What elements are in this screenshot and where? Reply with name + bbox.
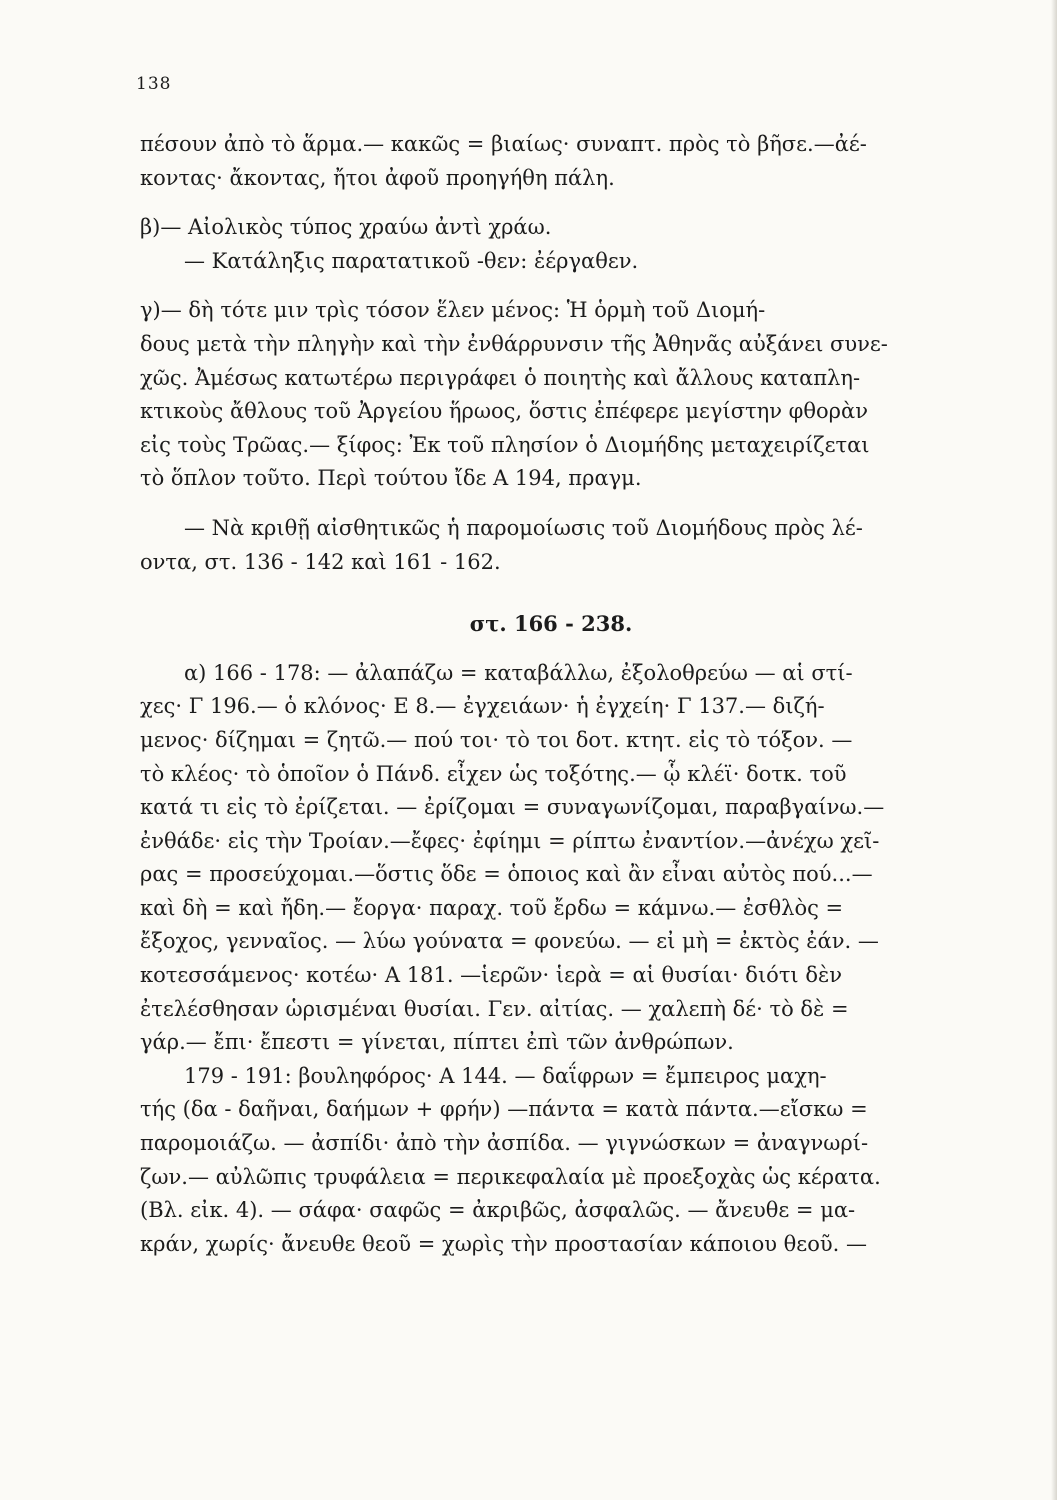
line-gap — [140, 496, 962, 512]
page-edge-shadow — [1051, 0, 1057, 1500]
line-gap — [140, 641, 962, 657]
text-line: γάρ.— ἔπι· ἔπεστι = γίνεται, πίπτει ἐπὶ τῶν ἀνθρώπων. — [140, 1030, 734, 1055]
text-line: γ)— δὴ τότε μιν τρὶς τόσον ἕλεν μένος: Ἡ ὁρμὴ τοῦ Διομή- — [140, 298, 766, 323]
line-gap — [140, 195, 962, 211]
text-line: παρομοιάζω. — ἀσπίδι· ἀπὸ τὴν ἀσπίδα. — γιγνώσκων = ἀναγνωρί- — [140, 1131, 869, 1156]
text-line: κτικοὺς ἄθλους τοῦ Ἀργείου ἥρωος, ὅστις ἐπέφερε μεγίστην φθορὰν — [140, 399, 868, 424]
text-line: οντα, στ. 136 - 142 καὶ 161 - 162. — [140, 549, 501, 574]
text-line: ζων.— αὐλῶπις τρυφάλεια = περικεφαλαία μὲ προεξοχὰς ὡς κέρατα. — [140, 1164, 881, 1189]
text-line: κοντας· ἄκοντας, ἤτοι ἀφοῦ προηγήθη πάλη. — [140, 165, 615, 190]
text-line: πέσουν ἀπὸ τὸ ἅρμα.— κακῶς = βιαίως· συναπτ. πρὸς τὸ βῆσε.—ἀέ- — [140, 132, 867, 156]
text-line: κατά τι εἰς τὸ ἐρίζεται. — ἐρίζομαι = συναγωνίζομαι, παραβγαίνω.— — [140, 795, 885, 820]
text-line: μενος· δίζημαι = ζητῶ.— πού τοι· τὸ τοι δοτ. κτητ. εἰς τὸ τόξον. — — [140, 727, 853, 752]
text-line: καὶ δὴ = καὶ ἤδη.— ἔοργα· παραχ. τοῦ ἔρδω = κάμνω.— ἐσθλὸς = — [140, 895, 844, 920]
text-line: τής (δα - δαῆναι, δαήμων + φρήν) —πάντα = κατὰ πάντα.—εἴσκω = — [140, 1097, 868, 1122]
text-line: τὸ κλέος· τὸ ὁποῖον ὁ Πάνδ. εἶχεν ὡς τοξότης.— ᾧ κλέϊ· δοτκ. τοῦ — [140, 761, 847, 786]
text-line: ἔξοχος, γενναῖος. — λύω γούνατα = φονεύω. — εἰ μὴ = ἐκτὸς ἐάν. — — [140, 929, 879, 954]
text-line: τὸ ὅπλον τοῦτο. Περὶ τούτου ἴδε Α 194, πραγμ. — [140, 466, 642, 491]
text-line: δους μετὰ τὴν πληγὴν καὶ τὴν ἐνθάρρυνσιν τῆς Ἀθηνᾶς αὐξάνει συνε- — [140, 331, 888, 356]
section-heading: στ. 166 - 238. — [469, 611, 633, 637]
text-line: α) 166 - 178: — ἀλαπάζω = καταβάλλω, ἐξολοθρεύω — αἱ στί- — [184, 660, 853, 685]
text-line: — Νὰ κριθῇ αἰσθητικῶς ἡ παρομοίωσις τοῦ Διομήδους πρὸς λέ- — [184, 515, 863, 540]
text-line: — Κατάληξις παρατατικοῦ -θεν: ἐέργαθεν. — [184, 248, 639, 273]
text-line: χες· Γ 196.— ὁ κλόνος· Ε 8.— ἐγχειάων· ἡ ἐγχείη· Γ 137.— διζή- — [140, 694, 825, 719]
text-line: κράν, χωρίς· ἄνευθε θεοῦ = χωρὶς τὴν προστασίαν κάποιου θεοῦ. — — [140, 1231, 867, 1256]
text-line: (Βλ. εἰκ. 4). — σάφα· σαφῶς = ἀκριβῶς, ἀσφαλῶς. — ἄνευθε = μα- — [140, 1198, 856, 1223]
text-line: χῶς. Ἀμέσως κατωτέρω περιγράφει ὁ ποιητὴς καὶ ἄλλους καταπλη- — [140, 365, 861, 390]
text-line: 179 - 191: βουληφόρος· Α 144. — δαΐφρων = ἔμπειρος μαχη- — [184, 1063, 827, 1088]
text-line: κοτεσσάμενος· κοτέω· Α 181. —ἱερῶν· ἱερὰ = αἱ θυσίαι· διότι δὲν — [140, 963, 843, 988]
text-line: ἐνθάδε· εἰς τὴν Τροίαν.—ἔφες· ἐφίημι = ρίπτω ἐναντίον.—ἀνέχω χεῖ- — [140, 828, 880, 853]
text-line: εἰς τοὺς Τρῶας.— ξίφος: Ἐκ τοῦ πλησίον ὁ Διομήδης μεταχειρίζεται — [140, 432, 870, 457]
line-gap — [140, 579, 962, 607]
page-number: 138 — [136, 74, 172, 94]
line-gap — [140, 278, 962, 294]
text-line: β)— Αἰολικὸς τύπος χραύω ἀντὶ χράω. — [140, 215, 552, 240]
text-line: ρας = προσεύχομαι.—ὅστις ὅδε = ὁποιος καὶ ἂν εἶναι αὐτὸς πού...— — [140, 862, 873, 887]
commentary-text — [140, 128, 962, 1261]
text-line: ἐτελέσθησαν ὡρισμέναι θυσίαι. Γεν. αἰτίας. — χαλεπὴ δέ· τὸ δὲ = — [140, 996, 849, 1021]
